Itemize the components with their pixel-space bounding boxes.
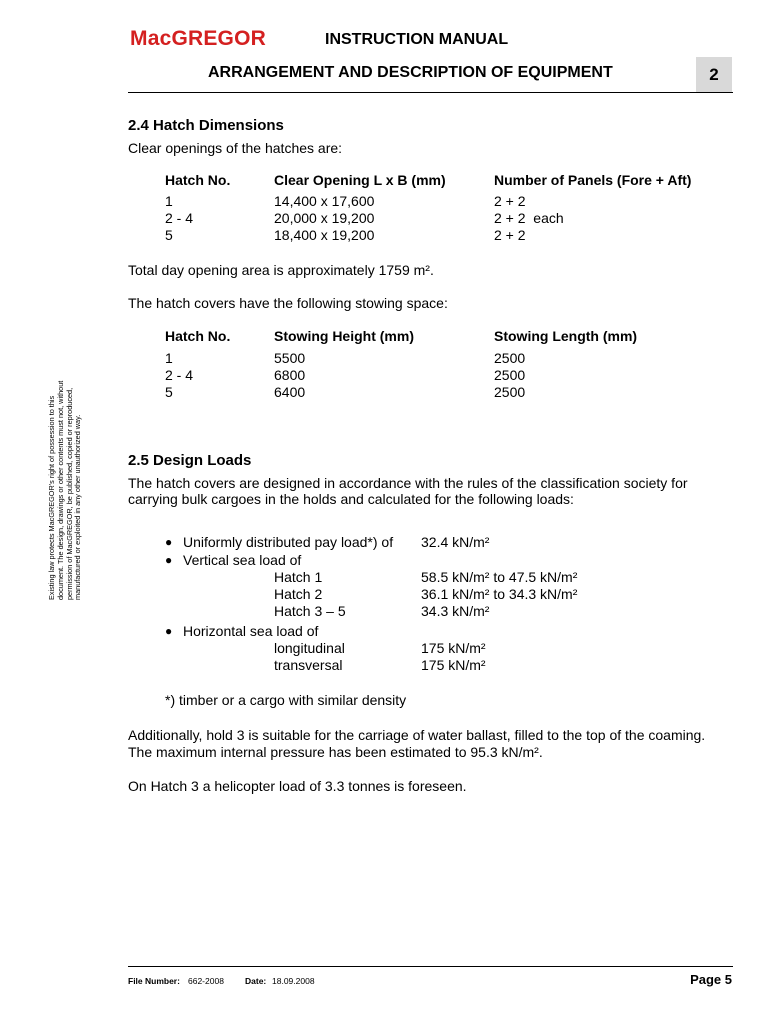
table-header: Number of Panels (Fore + Aft) [494,172,692,188]
header-divider [128,92,733,93]
vertical-load-hatch-value: 34.3 kN/m² [421,603,490,619]
helicopter-load-text: On Hatch 3 a helicopter load of 3.3 tonnes is foreseen. [128,778,467,794]
vertical-load-hatch-value: 36.1 kN/m² to 34.3 kN/m² [421,586,578,602]
table-header: Stowing Length (mm) [494,328,638,344]
ballast-line-1: Additionally, hold 3 is suitable for the carriage of water ballast, filled to the top of the coaming. [128,727,706,743]
total-area-text: Total day opening area is approximately 1759 m². [128,262,434,278]
table-header: Clear Opening L x B (mm) [274,172,446,188]
horizontal-sea-load-label: Horizontal sea load of [183,623,319,639]
macgregor-logo: MacGREGOR [130,27,266,50]
chapter-number-box [696,57,732,92]
pay-load-label: Uniformly distributed pay load*) of [183,534,394,550]
hatch-dimensions-heading: 2.4 Hatch Dimensions [128,117,284,134]
ballast-line-2: The maximum internal pressure has been estimated to 95.3 kN/m². [128,744,543,760]
table-cell: 2 + 2 [494,193,526,209]
table-cell: 2 - 4 [165,210,194,226]
horizontal-load-label: longitudinal [274,640,345,656]
vertical-load-hatch-label: Hatch 3 – 5 [274,603,346,619]
date-value: 18.09.2008 [272,976,315,986]
page-number: Page 5 [690,972,732,987]
vertical-load-hatch-value: 58.5 kN/m² to 47.5 kN/m² [421,569,578,585]
table-cell: 5 [165,384,173,400]
footer-divider [128,966,733,967]
horizontal-load-label: transversal [274,657,343,673]
table-cell: 1 [165,193,173,209]
table-header: Stowing Height (mm) [274,328,414,344]
table-cell: 2500 [494,367,526,383]
table-cell: 1 [165,350,173,366]
stowing-intro: The hatch covers have the following stowing space: [128,295,448,311]
table-cell: 5500 [274,350,306,366]
legal-side-note: Existing law protects MacGREGOR's right of possession to this document. The design, drawings or other contents must not, without permission of MacGREGOR, be published, copied or reproduced, manufactured or exploited in any other unauthorized way. [47,380,83,600]
table-cell: 14,400 x 17,600 [274,193,375,209]
horizontal-load-value: 175 kN/m² [421,657,486,673]
table-cell: 2 - 4 [165,367,194,383]
hatch-dimensions-intro: Clear openings of the hatches are: [128,140,343,156]
vertical-load-hatch-label: Hatch 2 [274,586,323,602]
vertical-load-hatch-label: Hatch 1 [274,569,323,585]
file-number-label: File Number: [128,976,180,986]
footnote: *) timber or a cargo with similar density [165,692,407,708]
section-title: ARRANGEMENT AND DESCRIPTION OF EQUIPMENT [208,64,613,81]
table-cell: 2500 [494,350,526,366]
vertical-sea-load-label: Vertical sea load of [183,552,302,568]
table-header: Hatch No. [165,328,231,344]
design-loads-heading: 2.5 Design Loads [128,452,252,469]
bullet-icon: ● [165,535,173,549]
design-loads-intro-line-1: The hatch covers are designed in accordance with the rules of the classification society for [128,475,688,491]
bullet-icon: ● [165,553,173,567]
table-cell: 6400 [274,384,306,400]
table-cell: 5 [165,227,173,243]
bullet-icon: ● [165,624,173,638]
table-cell: 2 + 2 [494,227,526,243]
table-cell: 20,000 x 19,200 [274,210,375,226]
horizontal-load-value: 175 kN/m² [421,640,486,656]
table-cell: 18,400 x 19,200 [274,227,375,243]
table-header: Hatch No. [165,172,231,188]
chapter-number: 2 [709,64,719,84]
table-cell: 6800 [274,367,306,383]
file-number-value: 662-2008 [188,976,224,986]
table-cell: 2500 [494,384,526,400]
pay-load-value: 32.4 kN/m² [421,534,490,550]
table-cell: 2 + 2 each [494,210,564,226]
date-label: Date: [245,976,267,986]
design-loads-intro-line-2: carrying bulk cargoes in the holds and calculated for the following loads: [128,491,574,507]
manual-title: INSTRUCTION MANUAL [325,31,509,48]
